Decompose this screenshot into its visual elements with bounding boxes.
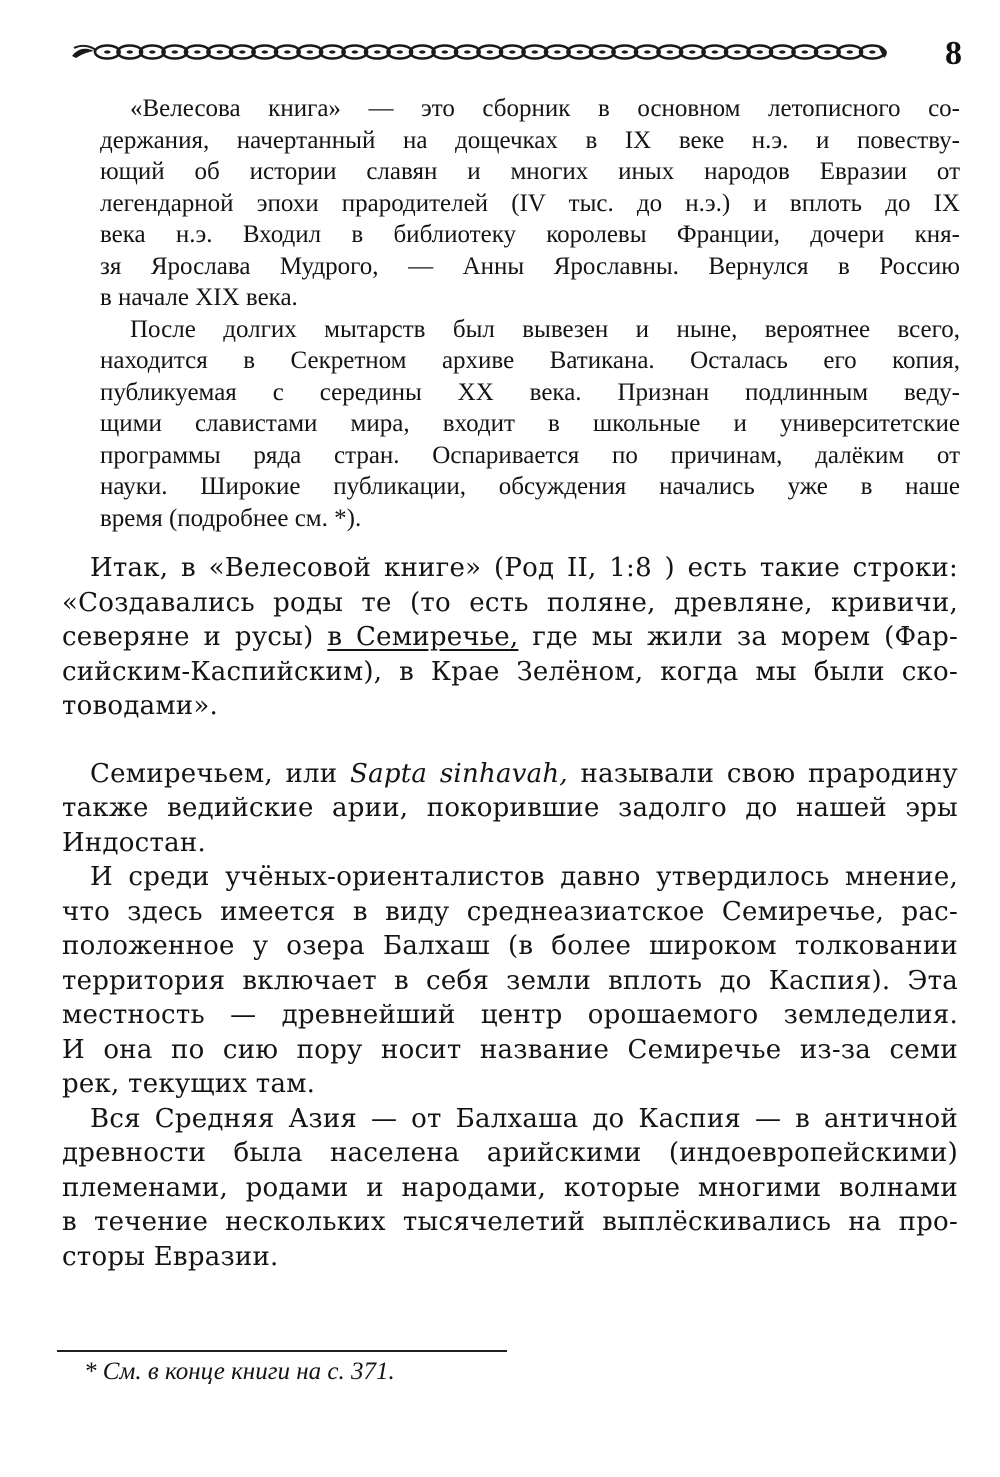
page-header bbox=[72, 30, 962, 80]
main-text bbox=[62, 551, 958, 1274]
text-segment: Семиречьем, или bbox=[90, 758, 351, 789]
underlined-term: в Семиречье, bbox=[327, 622, 519, 652]
text-line: также ведийские арии, покорившие задолго до нашей эры bbox=[62, 793, 958, 823]
text-line: Итак, в «Велесовой книге» (Род II, 1:8 ) есть такие строки: bbox=[90, 553, 958, 583]
annotation-line: держания, начертанный на дощечках в IX веке н.э. и повеству- bbox=[100, 126, 960, 154]
annotation-line: зя Ярослава Мудрого, — Анны Ярославны. Вернулся в Россию bbox=[100, 252, 960, 280]
text-segment: называли свою прародину bbox=[567, 758, 958, 789]
text-line: сторы Евразии. bbox=[62, 1241, 279, 1272]
text-line: что здесь имеется в виду среднеазиатское Семиречье, рас- bbox=[62, 896, 958, 927]
text-segment: северяне и русы) bbox=[62, 622, 328, 652]
text-line: сийским-Каспийским), в Крае Зелёном, когда мы были ско- bbox=[62, 656, 958, 687]
annotation-line: ющий об истории славян и многих иных народов Евразии от bbox=[100, 158, 960, 185]
text-line: Индостан. bbox=[62, 827, 206, 858]
footnote: * См. в конце книги на с. 371. bbox=[84, 1358, 395, 1385]
text-line: древности была населена арийскими (индоевропейскими) bbox=[62, 1138, 958, 1168]
page-number: 8 bbox=[945, 35, 962, 72]
text-line: положенное у озера Балхаш (в более широком толковании bbox=[62, 931, 958, 961]
annotation-line: «Велесова книга» — это сборник в основном летописного со- bbox=[130, 95, 960, 122]
text-segment: где мы жили за морем (Фар- bbox=[518, 622, 959, 652]
text-line: «Создавались роды те (то есть поляне, древляне, кривичи, bbox=[62, 587, 958, 618]
italic-term: Sapta sinhavah, bbox=[350, 758, 568, 789]
paragraph-gap bbox=[62, 724, 958, 757]
text-line: племенами, родами и народами, которые многими волнами bbox=[62, 1172, 958, 1203]
paragraph-quote bbox=[62, 551, 958, 724]
text-line: местность — древнейший центр орошаемого земледелия. bbox=[62, 1000, 958, 1030]
text-line: в течение нескольких тысячелетий выплёскивались на про- bbox=[62, 1207, 958, 1237]
text-line: И она по сию пору носит название Семиречье из-за семи bbox=[62, 1034, 958, 1065]
text-line: территория включает в себя земли вплоть до Каспия). Эта bbox=[62, 965, 958, 996]
text-line: товодами». bbox=[62, 691, 219, 721]
annotation-line: программы ряда стран. Оспаривается по причинам, далёким от bbox=[100, 441, 960, 469]
annotation-line: легендарной эпохи прародителей (IV тыс. до н.э.) и вплоть до IX bbox=[100, 189, 960, 217]
annotation-line: науки. Широкие публикации, обсуждения начались уже в наше bbox=[100, 473, 960, 500]
annotation-line: находится в Секретном архиве Ватикана. Осталась его копия, bbox=[100, 347, 960, 374]
annotation-block bbox=[100, 93, 960, 534]
braided-rope-ornament-icon bbox=[72, 38, 892, 66]
text-line bbox=[62, 757, 958, 792]
paragraph-semirechye bbox=[62, 757, 958, 861]
annotation-line: века н.э. Входил в библиотеку королевы Франции, дочери кня- bbox=[100, 221, 960, 248]
annotation-line: в начале XIX века. bbox=[100, 284, 298, 311]
footnote-divider bbox=[57, 1350, 507, 1352]
text-line: И среди учёных-ориенталистов давно утвердилось мнение, bbox=[90, 862, 958, 892]
paragraph-orientalists bbox=[62, 860, 958, 1102]
text-line: Вся Средняя Азия — от Балхаша до Каспия — в античной bbox=[90, 1103, 958, 1134]
annotation-line: публикуемая с середины XX века. Признан подлинным веду- bbox=[100, 378, 960, 406]
annotation-line: время (подробнее см. *). bbox=[100, 504, 362, 532]
text-line bbox=[62, 620, 958, 655]
annotation-line: щими славистами мира, входит в школьные и университетские bbox=[100, 410, 960, 437]
paragraph-central-asia bbox=[62, 1102, 958, 1275]
annotation-line: После долгих мытарств был вывезен и ныне, вероятнее всего, bbox=[130, 315, 960, 343]
text-line: рек, текущих там. bbox=[62, 1069, 316, 1099]
